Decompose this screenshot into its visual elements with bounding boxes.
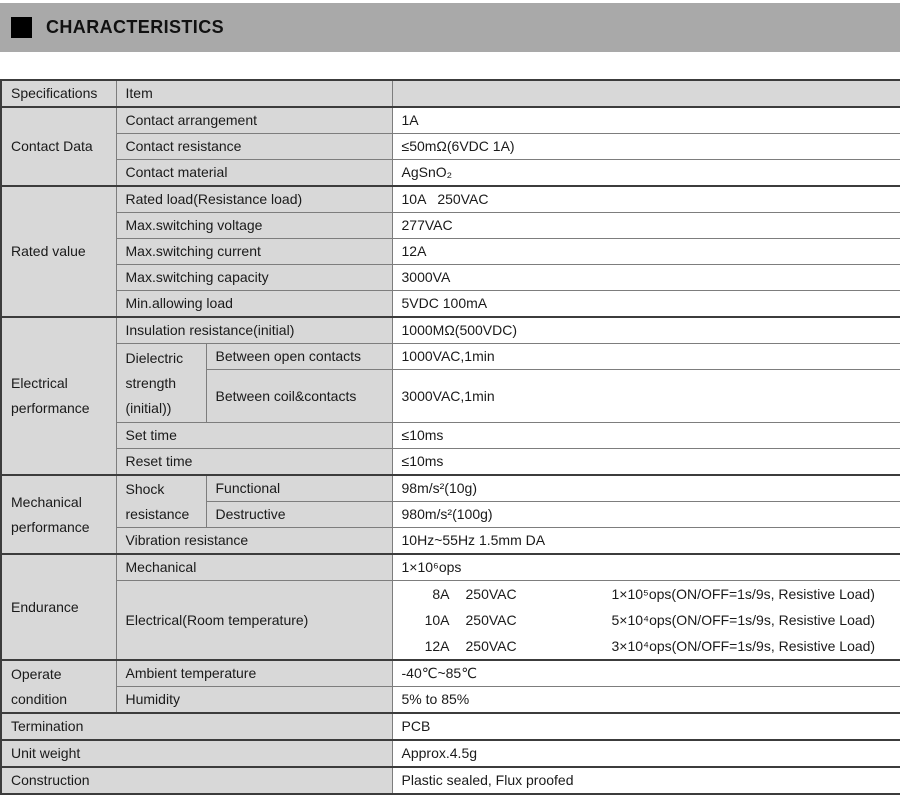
value-cell: -40℃~85℃	[392, 660, 900, 687]
endurance-ops: 3×10⁴ops(ON/OFF=1s/9s, Resistive Load)	[611, 637, 876, 654]
endurance-voltage: 250VAC	[465, 585, 517, 602]
value-cell: 1×10⁶ops	[392, 554, 900, 581]
table-row	[1, 449, 900, 476]
item-cell: Humidity	[116, 687, 392, 714]
table-row	[1, 317, 900, 344]
table-header-row	[1, 80, 900, 107]
table-row	[1, 265, 900, 291]
item-subgroup-dielectric-strength: Dielectric strength (initial))	[116, 344, 206, 423]
table-row	[1, 687, 900, 714]
value-cell: 5% to 85%	[392, 687, 900, 714]
value-cell: 1000VAC,1min	[392, 344, 900, 370]
spec-row-termination: Termination	[1, 713, 392, 740]
item-cell: Contact material	[116, 160, 392, 187]
spec-group-mechanical-performance: Mechanical performance	[1, 475, 116, 554]
value-cell-electrical-endurance	[392, 581, 900, 661]
spec-row-construction: Construction	[1, 767, 392, 794]
table-row	[1, 423, 900, 449]
spec-group-operate-condition: Operate condition	[1, 660, 116, 713]
item-cell: Insulation resistance(initial)	[116, 317, 392, 344]
spec-group-rated-value: Rated value	[1, 186, 116, 317]
value-cell: 1A	[392, 107, 900, 134]
value-cell: 98m/s²(10g)	[392, 475, 900, 502]
value-cell: 5VDC 100mA	[392, 291, 900, 318]
table-row	[1, 581, 900, 661]
endurance-voltage: 250VAC	[465, 611, 517, 628]
table-row	[1, 554, 900, 581]
table-row	[1, 344, 900, 370]
table-row	[1, 740, 900, 767]
spec-group-endurance: Endurance	[1, 554, 116, 660]
item-cell: Rated load(Resistance load)	[116, 186, 392, 213]
value-cell: 12A	[392, 239, 900, 265]
endurance-line	[402, 633, 893, 659]
value-cell: AgSnO₂	[392, 160, 900, 187]
table-row	[1, 239, 900, 265]
table-row	[1, 160, 900, 187]
item-cell: Max.switching current	[116, 239, 392, 265]
spec-group-contact-data: Contact Data	[1, 107, 116, 186]
endurance-line	[402, 607, 893, 633]
item-cell: Functional	[206, 475, 392, 502]
table-row	[1, 186, 900, 213]
characteristics-table	[0, 79, 900, 795]
item-cell: Contact arrangement	[116, 107, 392, 134]
table-row	[1, 713, 900, 740]
value-cell: Approx.4.5g	[392, 740, 900, 767]
table-row	[1, 107, 900, 134]
endurance-ops: 5×10⁴ops(ON/OFF=1s/9s, Resistive Load)	[611, 611, 876, 628]
item-cell: Contact resistance	[116, 134, 392, 160]
table-row	[1, 475, 900, 502]
item-cell: Between open contacts	[206, 344, 392, 370]
item-cell: Vibration resistance	[116, 528, 392, 555]
spec-group-electrical-performance: Electrical performance	[1, 317, 116, 475]
item-cell: Electrical(Room temperature)	[116, 581, 392, 661]
col-header-specifications: Specifications	[1, 80, 116, 107]
col-header-value	[392, 80, 900, 107]
value-cell: 10A 250VAC	[392, 186, 900, 213]
item-cell: Min.allowing load	[116, 291, 392, 318]
item-cell: Max.switching voltage	[116, 213, 392, 239]
item-cell: Set time	[116, 423, 392, 449]
value-cell: ≤50mΩ(6VDC 1A)	[392, 134, 900, 160]
col-header-item: Item	[116, 80, 392, 107]
spec-row-unit-weight: Unit weight	[1, 740, 392, 767]
table-row	[1, 291, 900, 318]
value-cell: 10Hz~55Hz 1.5mm DA	[392, 528, 900, 555]
item-cell: Reset time	[116, 449, 392, 476]
endurance-current: 12A	[424, 637, 450, 654]
section-title-bar	[0, 3, 900, 52]
section-marker-icon	[11, 17, 32, 38]
item-cell: Max.switching capacity	[116, 265, 392, 291]
item-cell: Ambient temperature	[116, 660, 392, 687]
item-cell: Mechanical	[116, 554, 392, 581]
endurance-current: 10A	[424, 611, 450, 628]
value-cell: 980m/s²(100g)	[392, 502, 900, 528]
endurance-ops: 1×10⁵ops(ON/OFF=1s/9s, Resistive Load)	[611, 585, 875, 602]
electrical-endurance-lines	[402, 581, 893, 659]
value-cell: ≤10ms	[392, 423, 900, 449]
value-cell: ≤10ms	[392, 449, 900, 476]
item-cell: Between coil&contacts	[206, 370, 392, 423]
value-cell: 3000VA	[392, 265, 900, 291]
item-cell: Destructive	[206, 502, 392, 528]
value-cell: 3000VAC,1min	[392, 370, 900, 423]
endurance-voltage: 250VAC	[465, 637, 517, 654]
table-row	[1, 660, 900, 687]
item-subgroup-shock-resistance: Shock resistance	[116, 475, 206, 528]
value-cell: Plastic sealed, Flux proofed	[392, 767, 900, 794]
endurance-current: 8A	[432, 585, 450, 602]
value-cell: PCB	[392, 713, 900, 740]
table-row	[1, 528, 900, 555]
table-row	[1, 213, 900, 239]
table-row	[1, 134, 900, 160]
page-title: CHARACTERISTICS	[46, 17, 225, 37]
table-row	[1, 767, 900, 794]
value-cell: 277VAC	[392, 213, 900, 239]
value-cell: 1000MΩ(500VDC)	[392, 317, 900, 344]
endurance-line	[402, 581, 893, 607]
